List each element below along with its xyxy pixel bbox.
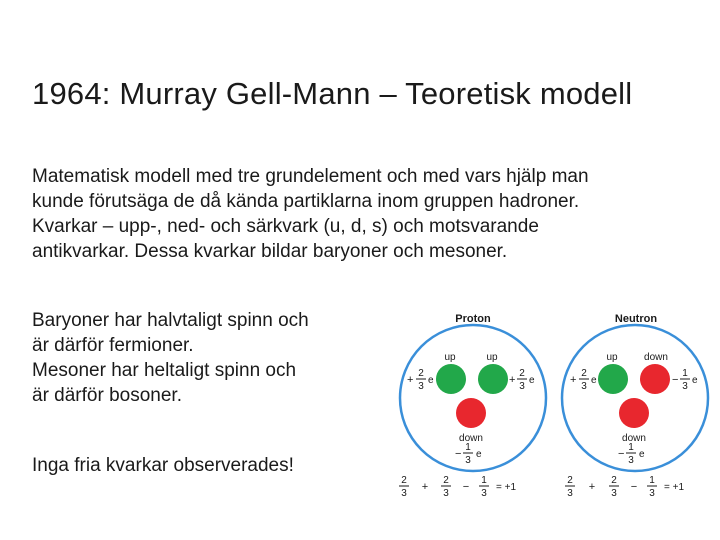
- fraction-numerator: 2: [443, 475, 449, 486]
- neutron-up-label: up: [606, 352, 618, 363]
- charge-sign: +: [407, 374, 414, 386]
- operator: −: [462, 481, 470, 493]
- neutron-down-quark: [640, 364, 670, 394]
- sum-result: = +1: [496, 482, 517, 493]
- fraction-denominator: 3: [465, 455, 471, 466]
- spin-line: är därför bosoner.: [32, 385, 182, 406]
- fraction-denominator: 3: [649, 488, 655, 499]
- proton-down-quark: [456, 398, 486, 428]
- fraction-denominator: 3: [443, 488, 449, 499]
- charge-sign: −: [455, 448, 462, 460]
- neutron-down-label: down: [644, 352, 668, 363]
- fraction-numerator: 1: [628, 442, 634, 453]
- proton-charge-sum: [399, 475, 516, 499]
- charge-unit: e: [639, 449, 645, 460]
- neutron-title: Neutron: [614, 313, 658, 325]
- charge-unit: e: [476, 449, 482, 460]
- sum-result: = +1: [664, 482, 685, 493]
- spin-line: är därför fermioner.: [32, 335, 194, 356]
- neutron-down-quark: [619, 398, 649, 428]
- fraction-numerator: 1: [481, 475, 487, 486]
- charge-unit: e: [692, 375, 698, 386]
- proton-diagram: [399, 313, 546, 499]
- spin-line: Mesoner har heltaligt spinn och: [32, 360, 297, 381]
- fraction-numerator: 2: [581, 368, 587, 379]
- spin-line: Baryoner har halvtaligt spinn och: [32, 310, 309, 331]
- intro-line: Kvarkar – upp-, ned- och särkvark (u, d, s) och motsvarande: [32, 216, 539, 237]
- proton-up-label: up: [486, 352, 498, 363]
- proton-up-label: up: [444, 352, 456, 363]
- charge-unit: e: [529, 375, 535, 386]
- fraction-numerator: 1: [682, 368, 688, 379]
- fraction-denominator: 3: [418, 381, 424, 392]
- charge-sign: −: [672, 374, 679, 386]
- operator: +: [421, 481, 429, 493]
- proton-up-quark: [436, 364, 466, 394]
- charge-unit: e: [591, 375, 597, 386]
- intro-line: Matematisk modell med tre grundelement och med vars hjälp man: [32, 166, 589, 187]
- fraction-numerator: 2: [567, 475, 573, 486]
- charge-unit: e: [428, 375, 434, 386]
- fraction-denominator: 3: [519, 381, 525, 392]
- operator: −: [630, 481, 638, 493]
- fraction-denominator: 3: [567, 488, 573, 499]
- operator: +: [588, 481, 596, 493]
- intro-line: kunde förutsäga de då kända partiklarna inom gruppen hadroner.: [32, 191, 580, 212]
- neutron-boundary: [562, 325, 708, 471]
- fraction-numerator: 1: [649, 475, 655, 486]
- charge-sign: +: [509, 374, 516, 386]
- closing-statement: Inga fria kvarkar observerades!: [32, 455, 294, 476]
- fraction-denominator: 3: [401, 488, 407, 499]
- proton-title: Proton: [455, 313, 491, 325]
- neutron-up-quark: [598, 364, 628, 394]
- proton-down-label: down: [459, 433, 483, 444]
- fraction-denominator: 3: [611, 488, 617, 499]
- slide-title: 1964: Murray Gell-Mann – Teoretisk modell: [32, 76, 633, 111]
- proton-boundary: [400, 325, 546, 471]
- fraction-numerator: 2: [519, 368, 525, 379]
- fraction-denominator: 3: [628, 455, 634, 466]
- charge-sign: +: [570, 374, 577, 386]
- neutron-down-label: down: [622, 433, 646, 444]
- fraction-numerator: 2: [418, 368, 424, 379]
- intro-line: antikvarkar. Dessa kvarkar bildar baryoner och mesoner.: [32, 241, 508, 262]
- fraction-denominator: 3: [481, 488, 487, 499]
- fraction-denominator: 3: [682, 381, 688, 392]
- fraction-numerator: 2: [611, 475, 617, 486]
- fraction-numerator: 1: [465, 442, 471, 453]
- proton-up-quark: [478, 364, 508, 394]
- neutron-charge-sum: [565, 475, 684, 499]
- neutron-diagram: [562, 313, 708, 499]
- charge-sign: −: [618, 448, 625, 460]
- fraction-numerator: 2: [401, 475, 407, 486]
- fraction-denominator: 3: [581, 381, 587, 392]
